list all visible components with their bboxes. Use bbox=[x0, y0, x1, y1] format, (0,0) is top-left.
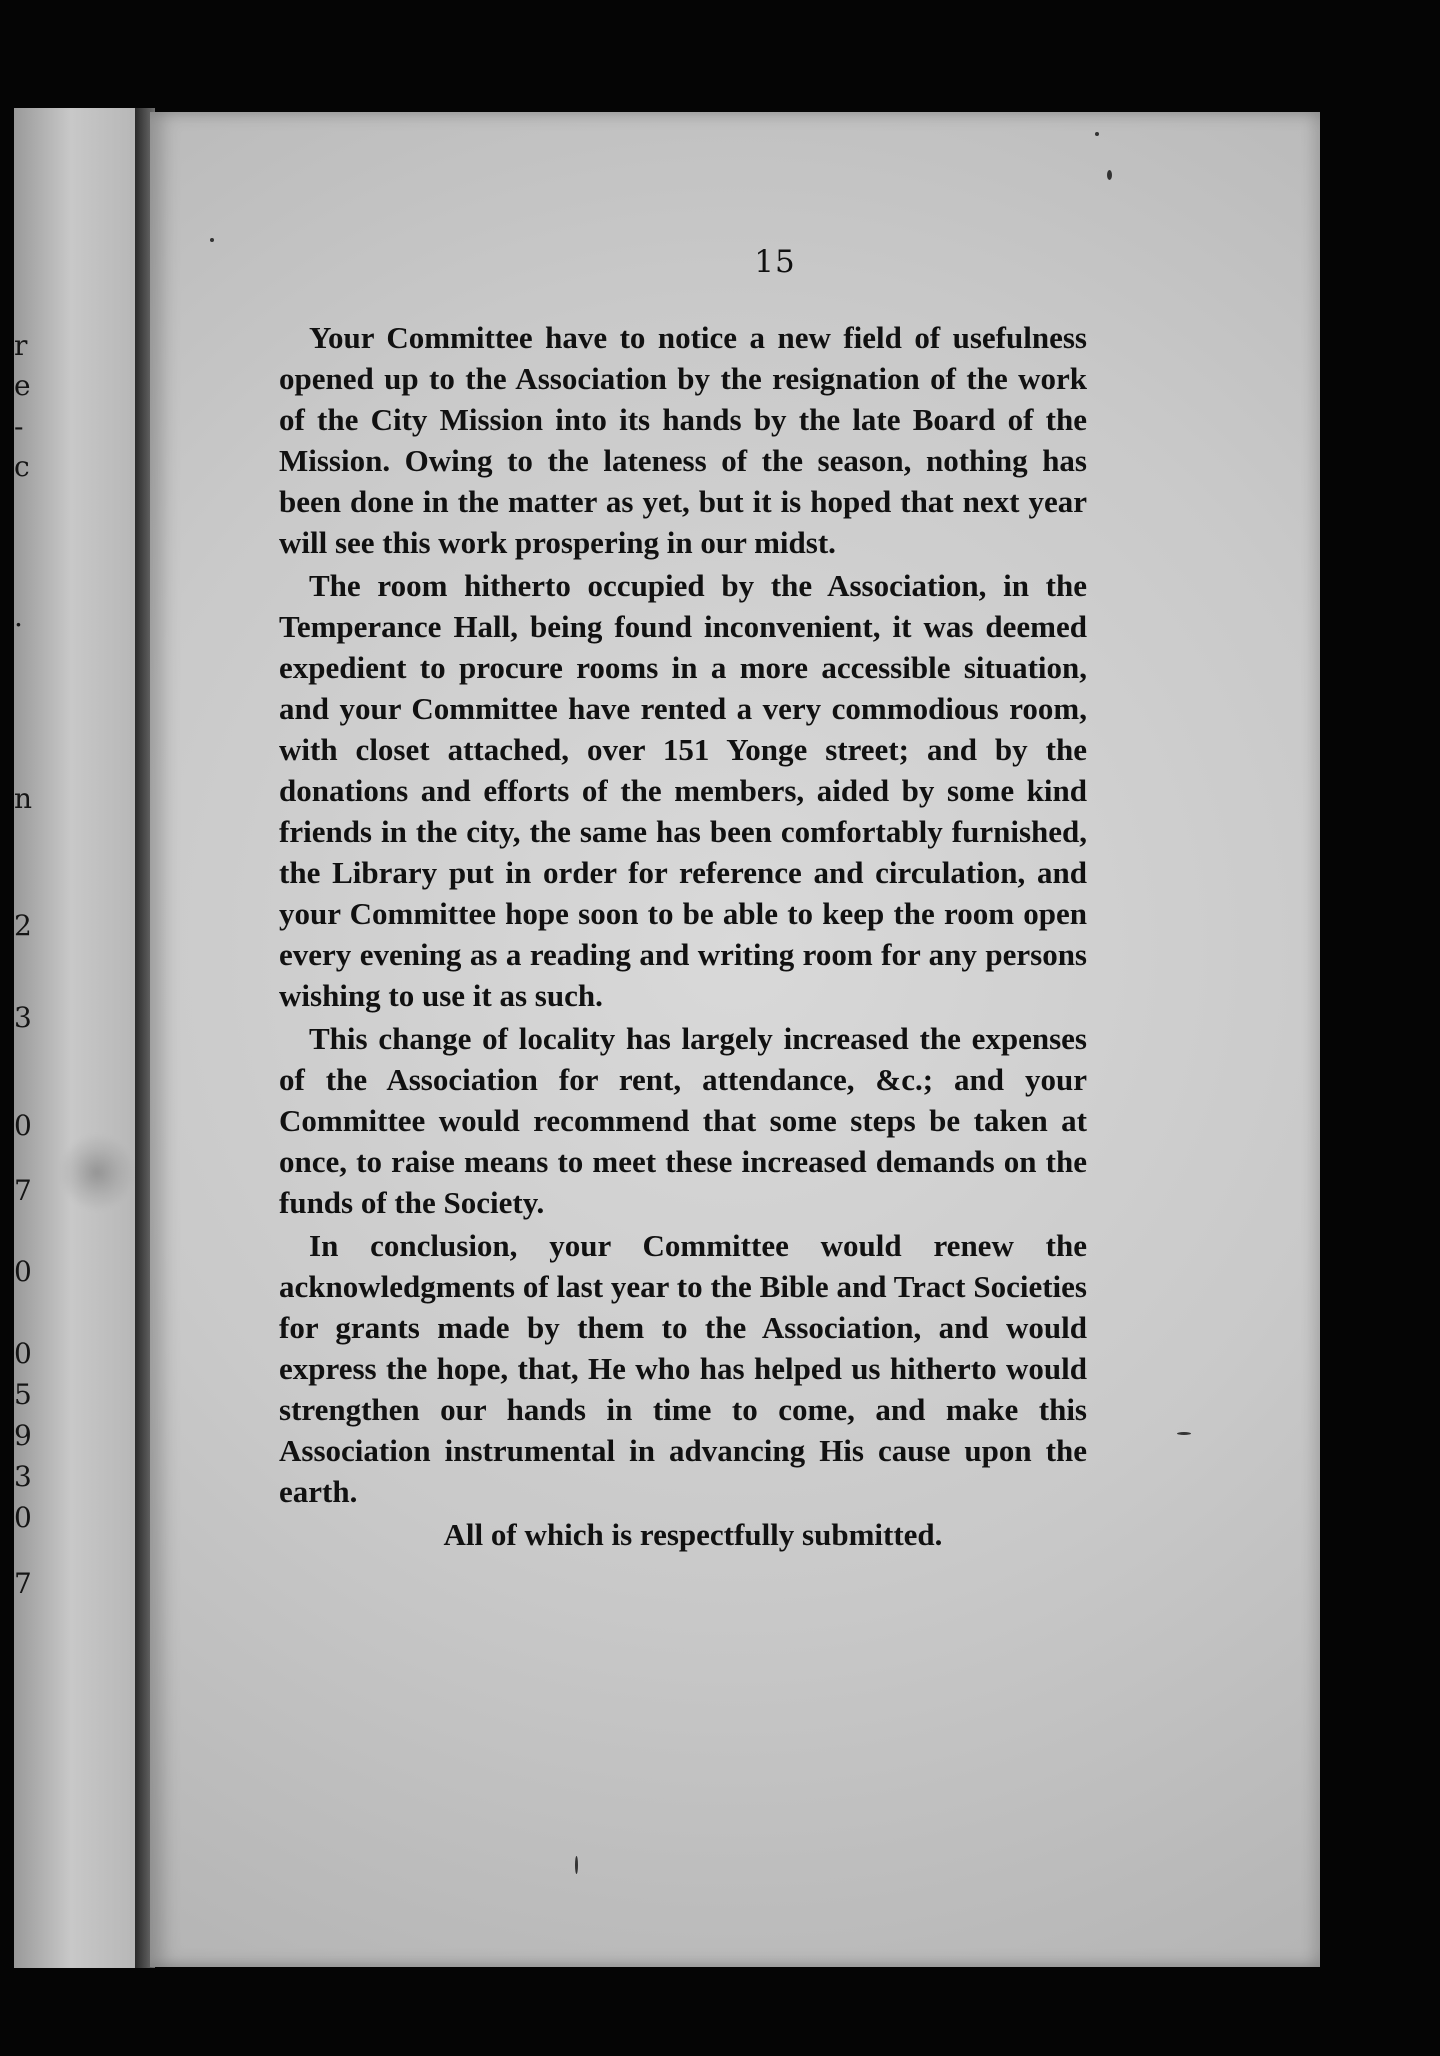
page-number: 15 bbox=[754, 244, 796, 280]
paper-stain bbox=[62, 1135, 132, 1210]
left-margin-mark: n bbox=[14, 782, 33, 815]
left-page-edge bbox=[14, 108, 140, 1968]
left-margin-marks bbox=[14, 108, 44, 1968]
left-margin-mark: 3 bbox=[14, 1001, 32, 1034]
left-margin-mark: 3 bbox=[14, 1460, 32, 1493]
left-margin-mark: 2 bbox=[14, 909, 32, 942]
left-margin-mark: - bbox=[14, 410, 24, 443]
paragraph-expenses: This change of locality has largely increased the expenses of the Association for rent, attendance, &c.; and your Committee would recommend that some steps be taken at once, to raise means to meet these increased demands on the funds of the Society. bbox=[279, 1021, 1087, 1220]
paragraph-conclusion: In conclusion, your Committee would renew the acknowledgments of last year to the Bible and Tract Societies for grants made by them to the Association, and would express the hope, that, He who has helped us hitherto would strengthen our hands in time to come, and make this Association instrumental in advancing His cause upon the earth. bbox=[279, 1228, 1087, 1509]
left-margin-mark: 0 bbox=[14, 1109, 32, 1142]
left-margin-mark: r bbox=[14, 329, 28, 362]
left-margin-mark: 9 bbox=[14, 1419, 32, 1452]
paper-speck bbox=[1177, 1432, 1191, 1435]
closing-line: All of which is respectfully submitted. bbox=[443, 1517, 943, 1552]
left-margin-mark: 0 bbox=[14, 1501, 32, 1534]
left-margin-mark: 0 bbox=[14, 1255, 32, 1288]
paragraph-room-change: The room hitherto occupied by the Association, in the Temperance Hall, being found inconvenient, it was deemed expedient to procure rooms in a more accessible situation, and your Committee have rented a very commodious room, with closet attached, over 151 Yonge street; and by the donations and efforts of the members, aided by some kind friends in the city, the same has been comfortably furnished, the Library put in order for reference and circulation, and your Committee hope soon to be able to keep the room open every evening as a reading and writing room for any persons wishing to use it as such. bbox=[279, 568, 1087, 1013]
left-margin-mark: 7 bbox=[14, 1567, 32, 1600]
left-margin-mark: 7 bbox=[14, 1174, 32, 1207]
paragraph-city-mission: Your Committee have to notice a new field of usefulness opened up to the Association by the resignation of the work of the City Mission into its hands by the late Board of the Mission. Owing to the lateness of the season, nothing has been done in the matter as yet, but it is hoped that next year will see this work prospering in our midst. bbox=[279, 320, 1087, 560]
right-page bbox=[150, 112, 1320, 1967]
left-margin-mark: 5 bbox=[14, 1378, 32, 1411]
left-margin-mark: e bbox=[14, 369, 31, 402]
paper-speck bbox=[210, 238, 214, 242]
left-margin-mark: 0 bbox=[14, 1337, 32, 1370]
paper-speck bbox=[1107, 170, 1112, 180]
left-margin-mark: c bbox=[14, 450, 30, 483]
paper-speck bbox=[1095, 132, 1099, 136]
paper-speck bbox=[575, 1856, 578, 1874]
left-margin-mark: . bbox=[14, 600, 23, 633]
document-body bbox=[279, 317, 1087, 1557]
